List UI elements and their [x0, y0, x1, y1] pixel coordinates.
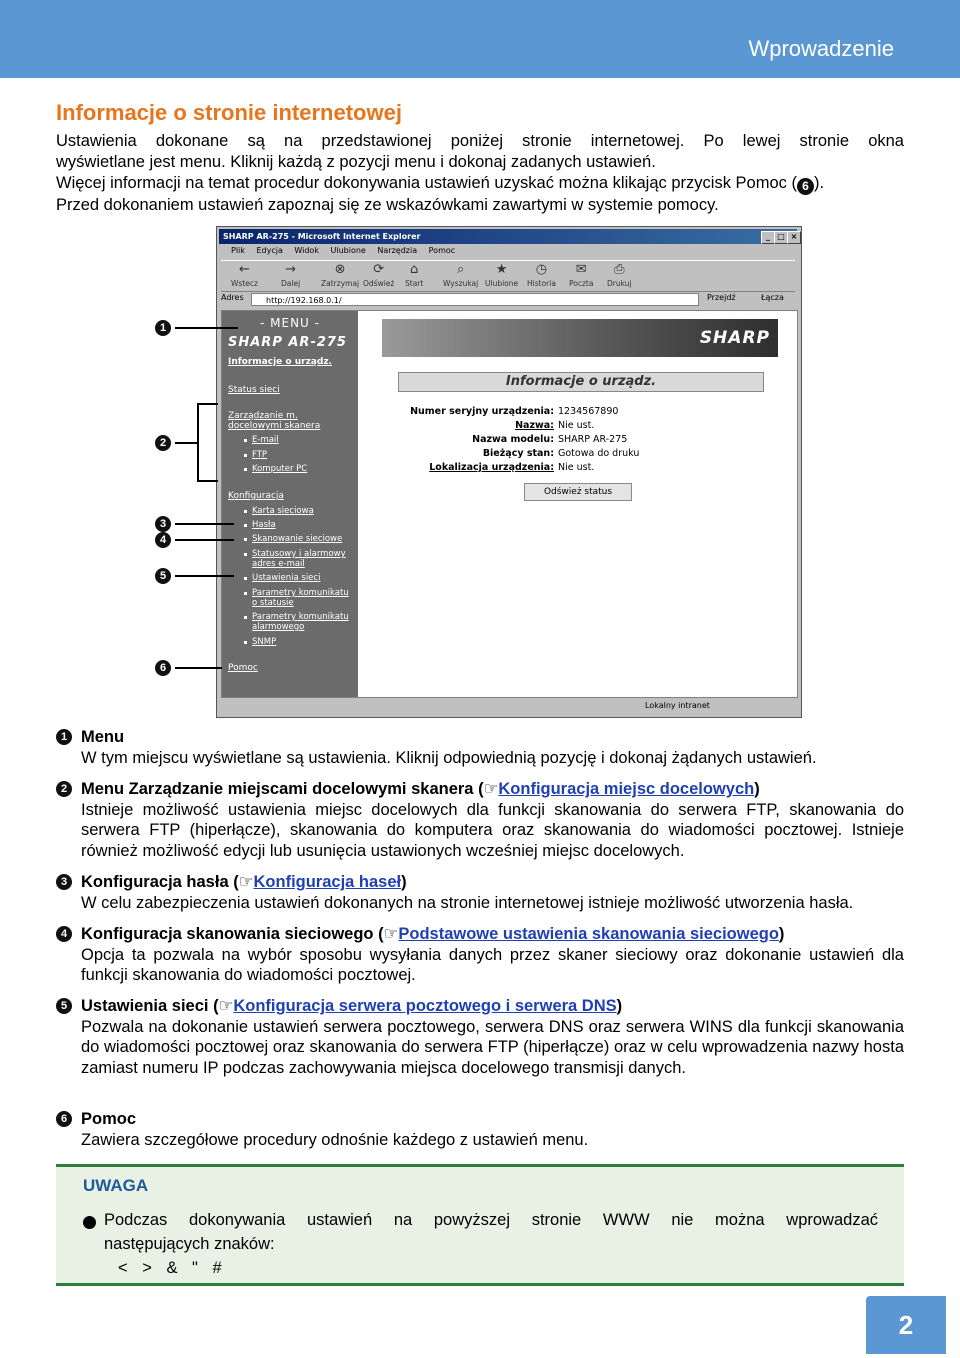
menu-help[interactable]: Pomoc — [428, 246, 456, 255]
hand-pointer-icon: ☞ — [238, 873, 254, 891]
page-number: 2 — [866, 1296, 946, 1354]
link-status-message-2[interactable]: o statusie — [252, 598, 294, 608]
note-box — [56, 1164, 904, 1286]
device-info-title: Informacje o urządz. — [398, 372, 764, 392]
desc-item-1 — [56, 727, 904, 768]
print-icon: ⎙ — [614, 262, 625, 277]
link-network-scanning[interactable]: Skanowanie sieciowe — [252, 534, 343, 544]
desc-heading: Konfiguracja hasła (☞Konfiguracja haseł) — [81, 873, 407, 891]
menu-edit[interactable]: Edycja — [256, 246, 283, 255]
desc-item-5 — [56, 996, 904, 1078]
links-button[interactable]: Łącza — [761, 293, 784, 302]
link-mail-dns-config[interactable]: Konfiguracja serwera pocztowego i serwera DNS — [233, 997, 617, 1015]
number-badge: 4 — [56, 926, 72, 942]
stop-icon: ⊗ — [334, 262, 346, 277]
number-badge: 6 — [56, 1111, 72, 1127]
link-device-info[interactable]: Informacje o urządz. — [228, 357, 332, 367]
search-button[interactable]: ⌕ Wyszukaj — [443, 262, 479, 288]
desc-text: W celu zabezpieczenia ustawień dokonanych na stronie internetowej istnieje możliwość utworzenia hasła. — [81, 893, 854, 912]
menu-favorites[interactable]: Ulubione — [330, 246, 366, 255]
callout-4: 4 — [155, 532, 171, 548]
intro-line-1: Ustawienia dokonane są na przedstawionej poniżej stronie internetowej. Po lewej stronie okna — [56, 132, 904, 150]
browser-status-bar — [221, 699, 796, 712]
page-title: Informacje o stronie internetowej — [56, 100, 402, 125]
desc-text: Pozwala na dokonanie ustawień serwera pocztowego, serwera DNS oraz serwera WINS dla funkcji skanowania do wiadomości pocztowej oraz skanowania do serwera FTP (hiperłącze) oraz w celu wprowadzenia nazwy hosta zamiast numeru IP podczas zachowywania miejsca docelowego transmisji danych. — [81, 1017, 904, 1077]
link-destination-config[interactable]: Konfiguracja miejsc docelowych — [498, 780, 755, 798]
link-alarm-message-1[interactable]: Parametry komunikatu — [252, 612, 349, 622]
go-button[interactable]: Przejdź — [707, 293, 736, 302]
note-forbidden-chars: < > & " # — [118, 1259, 222, 1277]
desc-text: Opcja ta pozwala na wybór sposobu wysyłania danych przez skaner sieciowy oraz dokonanie ustawień dla funkcji skanowania do wiadomości pocztowej. — [81, 945, 904, 984]
link-ftp[interactable]: FTP — [252, 450, 268, 460]
callout-6: 6 — [155, 660, 171, 676]
intro-text — [56, 131, 904, 216]
desc-heading: Konfiguracja skanowania sieciowego (☞Podstawowe ustawienia skanowania sieciowego) — [81, 925, 785, 943]
callout-1: 1 — [155, 320, 171, 336]
link-destination-mgmt-1[interactable]: Zarządzanie m. — [228, 411, 298, 421]
link-network-scan-settings[interactable]: Podstawowe ustawienia skanowania sieciowego — [398, 925, 779, 943]
bullet-icon — [244, 641, 247, 644]
stop-button[interactable]: ⊗ Zatrzymaj — [321, 262, 360, 288]
bullet-icon — [244, 553, 247, 556]
bullet-icon — [244, 592, 247, 595]
section-title: Wprowadzenie — [748, 36, 894, 61]
number-badge: 1 — [56, 729, 72, 745]
menu-heading: - MENU - — [260, 316, 320, 330]
bullet-icon — [244, 454, 247, 457]
note-line-1: Podczas dokonywania ustawień na powyższej stronie WWW nie można wprowadzać — [104, 1211, 878, 1229]
link-network-card[interactable]: Karta sieciowa — [252, 506, 314, 516]
browser-toolbar — [221, 260, 795, 292]
bullet-icon — [244, 524, 247, 527]
refresh-button[interactable]: ⟳ Odśwież — [363, 262, 395, 288]
link-alarm-message-2[interactable]: alarmowego — [252, 622, 305, 632]
zone-label: Lokalny intranet — [645, 701, 710, 710]
back-button[interactable]: ← Wstecz — [231, 262, 258, 288]
help-number-icon: 6 — [797, 178, 814, 195]
intro-line-4: Przed dokonaniem ustawień zapoznaj się ze wskazówkami zawartymi w systemie pomocy. — [56, 196, 719, 214]
menu-tools[interactable]: Narzędzia — [377, 246, 418, 255]
desc-heading: Menu Zarządzanie miejscami docelowymi skanera (☞Konfiguracja miejsc docelowych) — [81, 780, 760, 798]
number-badge: 2 — [56, 781, 72, 797]
sharp-banner — [382, 319, 778, 357]
link-alert-email-1[interactable]: Statusowy i alarmowy — [252, 549, 346, 559]
desc-heading: Ustawienia sieci (☞Konfiguracja serwera pocztowego i serwera DNS) — [81, 997, 623, 1015]
web-menu-sidebar — [222, 311, 358, 697]
address-input[interactable]: http://192.168.0.1/ — [251, 293, 699, 306]
refresh-icon: ⟳ — [373, 262, 385, 277]
bullet-icon — [244, 616, 247, 619]
link-passwords[interactable]: Hasła — [252, 520, 276, 530]
intro-line-3: Więcej informacji na temat procedur dokonywania ustawień uzyskać można klikając przycisk Pomoc ( 6 ). — [56, 174, 825, 193]
address-label: Adres — [221, 293, 244, 302]
bullet-icon — [244, 468, 247, 471]
browser-screenshot — [216, 226, 802, 718]
close-icon[interactable]: × — [787, 231, 801, 244]
bullet-icon — [244, 577, 247, 580]
mail-icon: ✉ — [575, 262, 587, 277]
history-button[interactable]: ◷ Historia — [527, 262, 556, 288]
desc-heading: Pomoc — [81, 1110, 137, 1128]
desc-item-6 — [56, 1109, 904, 1150]
model-heading: SHARP AR-275 — [228, 335, 347, 350]
refresh-status-button[interactable]: Odśwież status — [524, 483, 632, 501]
note-title: UWAGA — [83, 1176, 149, 1195]
link-status-message-1[interactable]: Parametry komunikatu — [252, 588, 349, 598]
bullet-icon — [244, 538, 247, 541]
callout-3: 3 — [155, 516, 171, 532]
desc-item-4 — [56, 924, 904, 986]
desc-item-2 — [56, 779, 904, 861]
bullet-icon — [83, 1216, 96, 1229]
home-icon: ⌂ — [410, 262, 419, 277]
forward-arrow-icon: → — [285, 262, 297, 277]
search-icon: ⌕ — [456, 262, 465, 277]
desc-item-3 — [56, 872, 904, 913]
link-help[interactable]: Pomoc — [228, 663, 258, 673]
number-badge: 5 — [56, 998, 72, 1014]
maximize-icon[interactable]: □ — [774, 231, 788, 244]
minimize-icon[interactable]: _ — [761, 231, 775, 244]
desc-heading: Menu — [81, 728, 125, 746]
bullet-icon — [244, 439, 247, 442]
link-alert-email-2[interactable]: adres e-mail — [252, 559, 305, 569]
link-snmp[interactable]: SNMP — [252, 637, 277, 647]
menu-view[interactable]: Widok — [294, 246, 319, 255]
browser-menu-bar — [231, 246, 464, 255]
browser-window-title: SHARP AR-275 - Microsoft Internet Explorer — [223, 232, 421, 241]
link-password-config[interactable]: Konfiguracja haseł — [253, 873, 402, 891]
bullet-icon — [244, 510, 247, 513]
back-arrow-icon: ← — [239, 262, 250, 277]
browser-title-bar — [219, 229, 797, 244]
desc-text: W tym miejscu wyświetlane są ustawienia. Kliknij odpowiednią pozycję i dokonaj żądanych ustawień. — [81, 748, 817, 767]
number-badge: 3 — [56, 874, 72, 890]
link-network-status[interactable]: Status sieci — [228, 385, 280, 395]
link-network-settings[interactable]: Ustawienia sieci — [252, 573, 321, 583]
callout-2: 2 — [155, 435, 171, 451]
web-main-panel: SHARP Informacje o urządz. Numer seryjny urządzenia: 1234567890 Nazwa: Nie ust. Nazwa modelu: SHARP AR-275 Bieżący stan: Gotowa do druku Lokalizacja urządzenia: Nie ust. Odśwież status — [358, 311, 797, 697]
link-configuration[interactable]: Konfiguracja — [228, 491, 284, 501]
browser-content — [221, 310, 798, 698]
header-bar — [0, 0, 960, 78]
note-line-2: następujących znaków: — [104, 1235, 275, 1253]
forward-button[interactable]: → Dalej — [281, 262, 301, 288]
desc-text: Istnieje możliwość ustawienia miejsc docelowych dla funkcji skanowania do serwera FTP, skanowania do serwera FTP (hiperłącze), skanowania do komputera oraz skanowania do wiadomości pocztowej. Istnieje również możliwość edycji lub usunięcia ustawionych wcześniej miejsc docelowych. — [81, 800, 904, 860]
mail-button[interactable]: ✉ Poczta — [569, 262, 594, 288]
link-destination-mgmt-2[interactable]: docelowymi skanera — [228, 421, 321, 431]
callout-5: 5 — [155, 568, 171, 584]
address-bar — [221, 293, 795, 308]
desc-text: Zawiera szczegółowe procedury odnośnie każdego z ustawień menu. — [81, 1130, 589, 1149]
link-email[interactable]: E-mail — [252, 435, 279, 445]
link-pc[interactable]: Komputer PC — [252, 464, 308, 474]
print-button[interactable]: ⎙ Drukuj — [607, 262, 632, 288]
hand-pointer-icon: ☞ — [483, 780, 499, 798]
menu-file[interactable]: Plik — [231, 246, 245, 255]
favorites-button[interactable]: ★ Ulubione — [485, 262, 519, 288]
hand-pointer-icon: ☞ — [383, 925, 399, 943]
history-icon: ◷ — [535, 262, 548, 277]
intro-line-2: wyświetlane jest menu. Kliknij każdą z pozycji menu i dokonaj zadanych ustawień. — [56, 153, 656, 171]
sharp-logo: SHARP — [699, 328, 770, 348]
home-button[interactable]: ⌂ Start — [405, 262, 424, 288]
hand-pointer-icon: ☞ — [218, 997, 234, 1015]
favorites-icon: ★ — [495, 262, 508, 277]
